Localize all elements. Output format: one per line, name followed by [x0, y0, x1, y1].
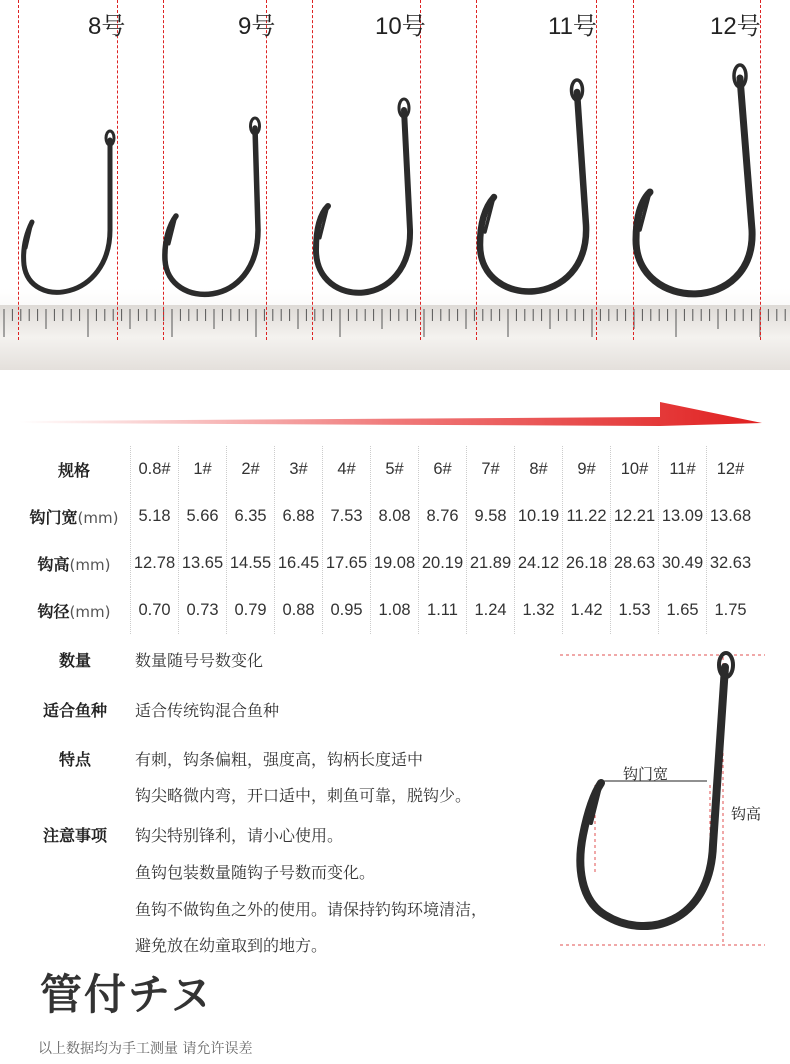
spec-cell: 1.42	[563, 587, 611, 634]
spec-row	[18, 540, 754, 587]
notes-label: 注意事项	[42, 826, 107, 845]
spec-cell: 13.68	[707, 493, 755, 540]
spec-cell: 7.53	[323, 493, 371, 540]
gap-width-label: 钩门宽	[623, 765, 669, 783]
features-line-2: 钩尖略微内弯，开口适中，刺鱼可靠，脱钩少。	[135, 786, 472, 805]
spec-cell: 1.75	[707, 587, 755, 634]
spec-row-label	[18, 540, 131, 587]
spec-cell: 2#	[227, 446, 275, 493]
spec-cell: 32.63	[707, 540, 755, 587]
spec-cell: 12.78	[131, 540, 179, 587]
hook-12	[636, 78, 752, 294]
spec-cell: 1.32	[515, 587, 563, 634]
spec-cell: 8#	[515, 446, 563, 493]
spec-row-label-text: 钩高	[37, 555, 70, 574]
spec-cell: 4#	[323, 446, 371, 493]
quantity-label: 数量	[58, 651, 91, 670]
spec-row-unit: (mm)	[69, 603, 111, 621]
quantity-text: 数量随号号数变化	[135, 651, 264, 670]
spec-row-label-text: 规格	[57, 461, 90, 480]
spec-cell: 1.65	[659, 587, 707, 634]
hook-height-label: 钩高	[731, 805, 762, 823]
spec-row-unit: (mm)	[77, 509, 119, 527]
hook-8	[24, 140, 110, 292]
spec-cell: 11#	[659, 446, 707, 493]
hook-11	[480, 92, 586, 292]
notes-line-3: 鱼钩不做钩鱼之外的使用。请保持钓钩环境清洁，	[135, 900, 488, 919]
spec-cell: 0.8#	[131, 446, 179, 493]
spec-cell: 0.95	[323, 587, 371, 634]
spec-cell: 1#	[179, 446, 227, 493]
spec-cell: 0.70	[131, 587, 179, 634]
notes-line-4: 避免放在幼童取到的地方。	[135, 936, 328, 955]
notes-line-1: 钩尖特别锋利，请小心使用。	[135, 826, 344, 845]
spec-cell: 19.08	[371, 540, 419, 587]
spec-cell: 30.49	[659, 540, 707, 587]
spec-cell: 6#	[419, 446, 467, 493]
spec-cell: 8.76	[419, 493, 467, 540]
spec-row-label-text: 钩门宽	[29, 508, 78, 527]
spec-cell: 13.09	[659, 493, 707, 540]
size-label-12: 12号	[710, 13, 761, 40]
spec-cell: 17.65	[323, 540, 371, 587]
spec-row-label	[18, 446, 131, 493]
spec-table	[18, 446, 754, 634]
spec-cell: 21.89	[467, 540, 515, 587]
spec-cell: 1.53	[611, 587, 659, 634]
spec-cell: 1.08	[371, 587, 419, 634]
hook-9	[165, 128, 258, 294]
spec-row	[18, 587, 754, 634]
spec-row-label	[18, 587, 131, 634]
spec-cell: 28.63	[611, 540, 659, 587]
spec-cell: 7#	[467, 446, 515, 493]
size-label-10: 10号	[375, 13, 426, 40]
spec-cell: 3#	[275, 446, 323, 493]
spec-cell: 0.88	[275, 587, 323, 634]
hook-10	[316, 110, 410, 293]
features-label: 特点	[58, 750, 91, 769]
spec-cell: 12#	[707, 446, 755, 493]
spec-cell: 20.19	[419, 540, 467, 587]
spec-cell: 10.19	[515, 493, 563, 540]
spec-cell: 1.11	[419, 587, 467, 634]
footer-note: 以上数据均为手工测量 请允许误差	[38, 1041, 253, 1057]
spec-cell: 5.66	[179, 493, 227, 540]
notes-line-2: 鱼钩包装数量随钩子号数而变化。	[135, 863, 376, 882]
spec-row	[18, 446, 754, 493]
spec-cell: 10#	[611, 446, 659, 493]
spec-cell: 6.88	[275, 493, 323, 540]
spec-cell: 0.73	[179, 587, 227, 634]
spec-cell: 5.18	[131, 493, 179, 540]
spec-row	[18, 493, 754, 540]
spec-cell: 6.35	[227, 493, 275, 540]
diagram-drawing	[555, 645, 785, 950]
species-label: 适合鱼种	[42, 701, 107, 720]
spec-cell: 1.24	[467, 587, 515, 634]
size-label-9: 9号	[238, 13, 276, 40]
spec-cell: 13.65	[179, 540, 227, 587]
red-arrow-divider	[20, 402, 762, 428]
spec-cell: 24.12	[515, 540, 563, 587]
features-line-1: 有刺，钩条偏粗，强度高，钩柄长度适中	[135, 750, 424, 769]
size-label-11: 11号	[548, 13, 597, 40]
spec-row-unit: (mm)	[69, 556, 111, 574]
spec-cell: 0.79	[227, 587, 275, 634]
spec-cell: 9.58	[467, 493, 515, 540]
spec-cell: 14.55	[227, 540, 275, 587]
spec-cell: 8.08	[371, 493, 419, 540]
spec-cell: 12.21	[611, 493, 659, 540]
species-text: 适合传统钩混合鱼种	[135, 701, 280, 720]
spec-row-label	[18, 493, 131, 540]
hooks-illustration	[0, 0, 790, 340]
hooks-photo	[0, 0, 790, 370]
spec-cell: 26.18	[563, 540, 611, 587]
spec-cell: 9#	[563, 446, 611, 493]
spec-cell: 5#	[371, 446, 419, 493]
spec-cell: 11.22	[563, 493, 611, 540]
hook-dimension-diagram	[555, 645, 785, 950]
spec-cell: 16.45	[275, 540, 323, 587]
brand-logo-text: 管付チヌ	[40, 970, 214, 1019]
spec-row-label-text: 钩径	[37, 602, 70, 621]
size-label-8: 8号	[88, 13, 126, 40]
